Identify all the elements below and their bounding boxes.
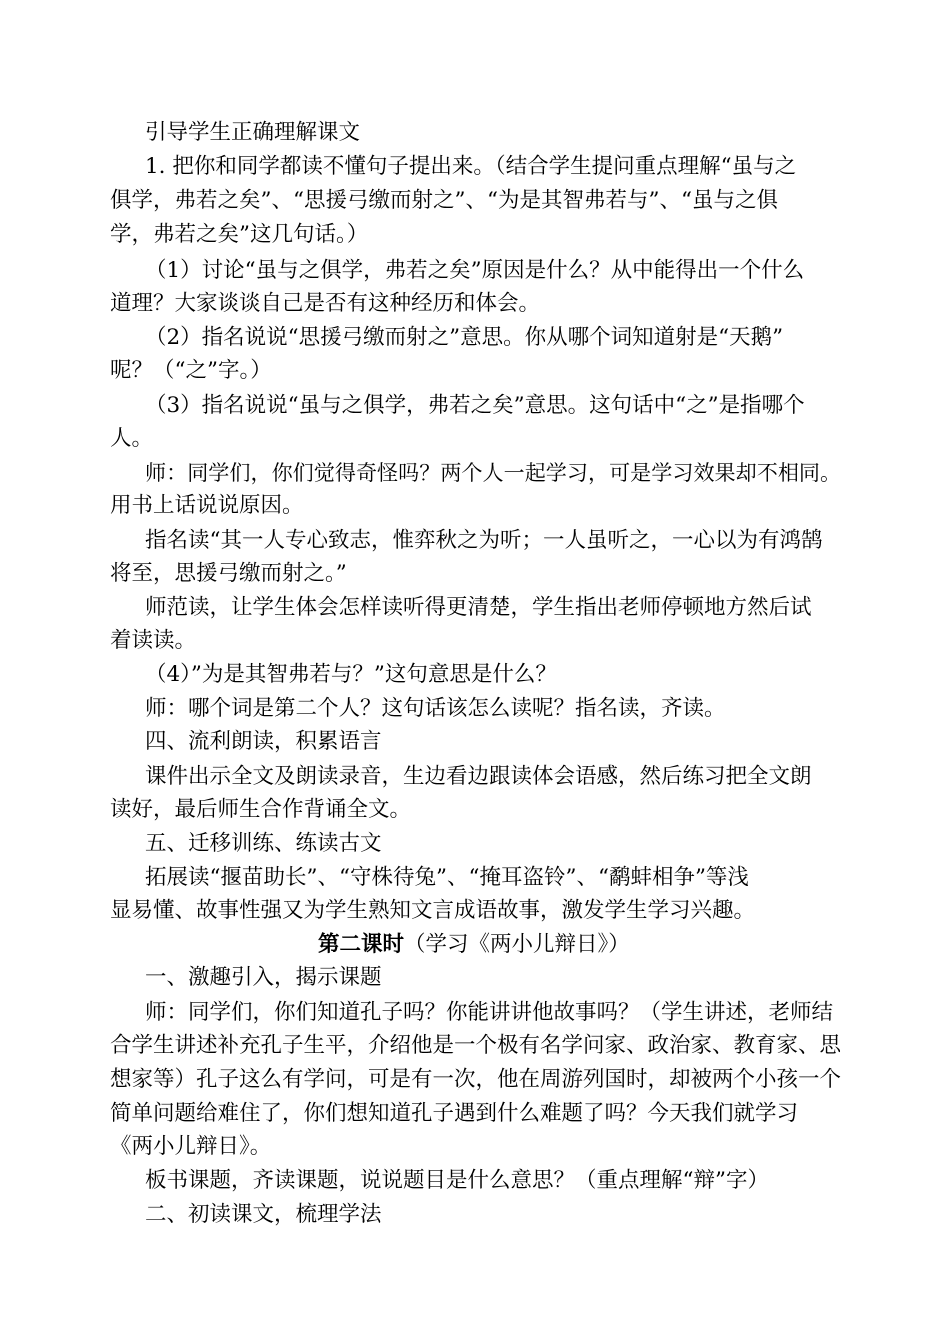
text-line: 读好，最后师生合作背诵全文。: [110, 797, 412, 822]
text-line: 1. 把你和同学都读不懂句子提出来。（结合学生提问重点理解“虽与之: [145, 154, 797, 179]
text-line: 师范读，让学生体会怎样读听得更清楚，学生指出老师停顿地方然后试: [145, 595, 812, 620]
text-line: 合学生讲述补充孔子生平，介绍他是一个极有名学问家、政治家、教育家、思: [110, 1033, 842, 1058]
text-line: （4）”为是其智弗若与？”这句意思是什么？: [145, 662, 557, 687]
text-line: 课件出示全文及朗读录音，生边看边跟读体会语感，然后练习把全文朗: [145, 764, 812, 789]
text-line: 显易懂、故事性强又为学生熟知文言成语故事，激发学生学习兴趣。: [110, 898, 756, 923]
text-line: 着读读。: [110, 628, 197, 653]
text-line: 俱学，弗若之矣”、“思援弓缴而射之”、“为是其智弗若与”、“虽与之俱: [110, 188, 778, 213]
text-line: （2）指名说说“思援弓缴而射之”意思。你从哪个词知道射是“天鹅”: [145, 325, 784, 350]
text-line: 师：同学们，你们觉得奇怪吗？两个人一起学习，可是学习效果却不相同。: [145, 460, 842, 485]
text-line: 一、激趣引入，揭示课题: [145, 965, 382, 990]
text-line: 板书课题，齐读课题，说说题目是什么意思？（重点理解“辩”字）: [145, 1168, 769, 1193]
text-line: 简单问题给难住了，你们想知道孔子遇到什么难题了吗？今天我们就学习: [110, 1101, 799, 1126]
text-line: 用书上话说说原因。: [110, 493, 304, 518]
section-heading: [318, 930, 630, 960]
text-line: 人。: [110, 426, 154, 451]
text-line: 指名读“其一人专心致志，惟弈秋之为听；一人虽听之，一心以为有鸿鹄: [145, 528, 823, 553]
text-line: 道理？大家谈谈自己是否有这种经历和体会。: [110, 291, 541, 316]
section-heading-strong: 第二课时: [318, 932, 405, 957]
text-line: 呢？（“之”字。）: [110, 358, 272, 383]
text-line: （1）讨论“虽与之俱学，弗若之矣”原因是什么？从中能得出一个什么: [145, 258, 805, 283]
text-line: 学，弗若之矣”这几句话。）: [110, 222, 369, 247]
text-line: 师：哪个词是第二个人？这句话该怎么读呢？指名读，齐读。: [145, 696, 726, 721]
text-line: 五、迁移训练、练读古文: [145, 831, 382, 856]
text-line: 四、流利朗读，积累语言: [145, 729, 382, 754]
text-line: 想家等）孔子这么有学问，可是有一次，他在周游列国时，却被两个小孩一个: [110, 1067, 842, 1092]
text-line: 拓展读“揠苗助长”、“守株待兔”、“掩耳盗铃”、“鹬蚌相争”等浅: [145, 865, 749, 890]
text-line: （3）指名说说“虽与之俱学，弗若之矣”意思。这句话中“之”是指哪个: [145, 393, 805, 418]
text-line: 《两小儿辩日》。: [110, 1134, 272, 1159]
section-heading-rest: （学习《两小儿辩日》）: [404, 932, 630, 957]
text-line: 二、初读课文，梳理学法: [145, 1202, 382, 1227]
text-line: 师：同学们，你们知道孔子吗？你能讲讲他故事吗？（学生讲述，老师结: [145, 1000, 834, 1025]
text-line: 将至，思援弓缴而射之。”: [110, 561, 347, 586]
text-line: 引导学生正确理解课文: [145, 120, 361, 145]
